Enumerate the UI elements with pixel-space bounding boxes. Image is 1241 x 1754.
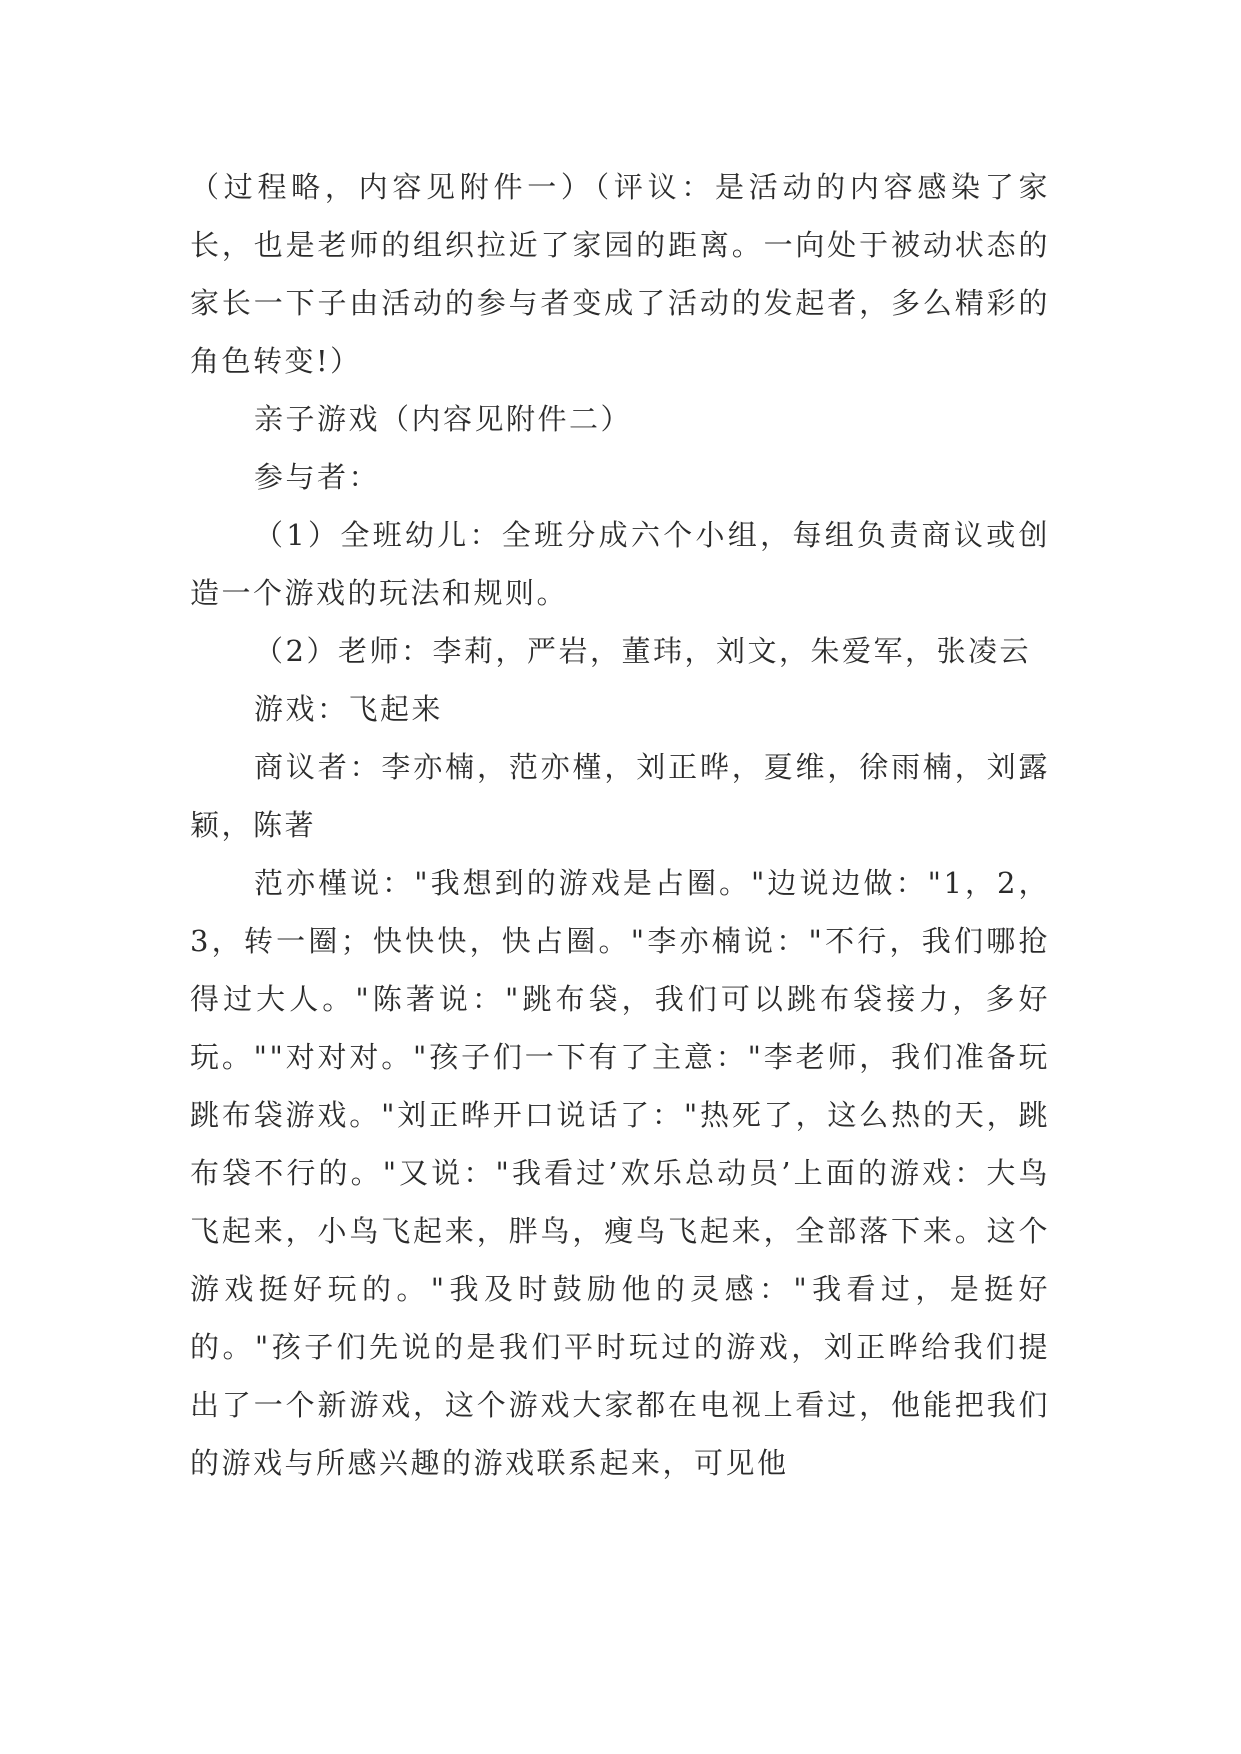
paragraph-game-title: 游戏：飞起来 xyxy=(254,692,444,726)
paragraph-review-note: （过程略，内容见附件一）（评议：是活动的内容感染了家长，也是老师的组织拉近了家园的距离。一向处于被动状态的家长一下子由活动的参与者变成了活动的发起者，多么精彩的角色转变!） xyxy=(190,170,1050,378)
document-body xyxy=(190,158,1050,1492)
paragraph-participants-children: （1）全班幼儿：全班分成六个小组，每组负责商议或创造一个游戏的玩法和规则。 xyxy=(190,518,1050,610)
paragraph-participants-teachers: （2）老师：李莉，严岩，董玮，刘文，朱爱军，张凌云 xyxy=(254,634,1031,668)
paragraph-participants-heading: 参与者： xyxy=(254,460,381,494)
paragraph-discussants: 商议者：李亦楠，范亦槿，刘正晔，夏维，徐雨楠，刘露颖，陈著 xyxy=(190,750,1050,842)
paragraph-parent-child-game: 亲子游戏（内容见附件二） xyxy=(254,402,633,436)
paragraph-discussion-narrative: 范亦槿说："我想到的游戏是占圈。"边说边做："1，2，3，转一圈；快快快，快占圈。"李亦楠说："不行，我们哪抢得过大人。"陈著说："跳布袋，我们可以跳布袋接力，多好玩。""对对对。"孩子们一下有了主意："李老师，我们准备玩跳布袋游戏。"刘正晔开口说话了："热死了，这么热的天，跳布袋不行的。"又说："我看过’欢乐总动员’上面的游戏：大鸟飞起来，小鸟飞起来，胖鸟，瘦鸟飞起来，全部落下来。这个游戏挺好玩的。"我及时鼓励他的灵感："我看过，是挺好的。"孩子们先说的是我们平时玩过的游戏，刘正晔给我们提出了一个新游戏，这个游戏大家都在电视上看过，他能把我们的游戏与所感兴趣的游戏联系起来，可见他 xyxy=(190,866,1050,1480)
